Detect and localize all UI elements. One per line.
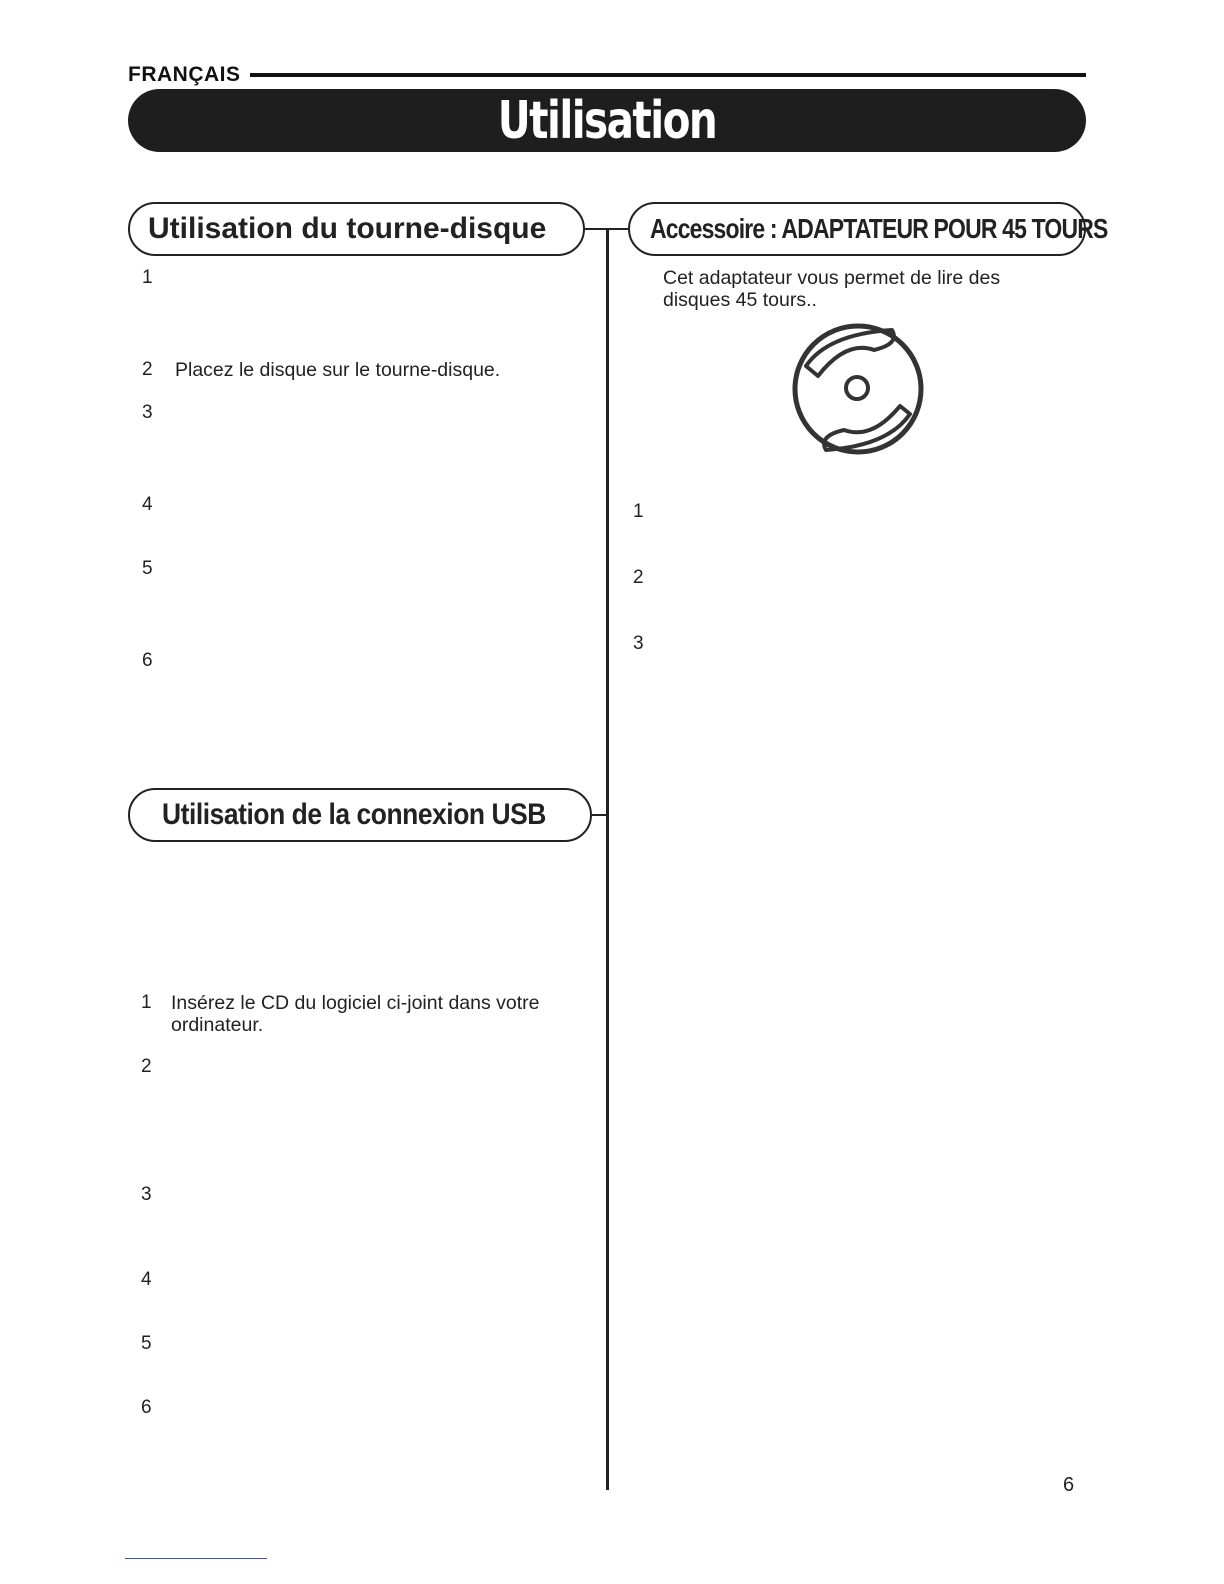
section-heading-text: Utilisation du tourne-disque (148, 212, 547, 245)
step-number: 1 (142, 267, 153, 288)
step-number: 6 (142, 650, 153, 671)
step-number: 5 (141, 1333, 152, 1354)
page-number: 6 (1063, 1474, 1075, 1496)
step-text: Insérez le CD du logiciel ci-joint dans votre (171, 992, 540, 1014)
step-number: 1 (141, 992, 152, 1013)
adapter-illustration (788, 322, 928, 456)
step-number: 5 (142, 558, 153, 579)
language-label: FRANÇAIS (128, 63, 241, 86)
step-text: ordinateur. (171, 1014, 264, 1036)
step-number: 3 (141, 1184, 152, 1205)
step-number: 6 (141, 1397, 152, 1418)
step-text: Placez le disque sur le tourne-disque. (175, 359, 501, 381)
step-number: 1 (633, 501, 644, 522)
step-number: 3 (633, 633, 644, 654)
step-number: 4 (142, 494, 153, 515)
heading-connector (585, 228, 628, 230)
section-heading-accessory (628, 202, 1108, 256)
intro-text-line: disques 45 tours.. (663, 289, 817, 311)
section-heading-text: Utilisation de la connexion USB (162, 798, 546, 831)
page-title: Utilisation (497, 90, 717, 151)
section-heading-text: Accessoire : ADAPTATEUR POUR 45 TOURS (650, 213, 1108, 244)
heading-connector (592, 814, 607, 816)
step-number: 4 (141, 1269, 152, 1290)
link-underline[interactable] (125, 1558, 267, 1559)
title-banner (128, 89, 1086, 152)
step-number: 2 (633, 567, 644, 588)
step-number: 3 (142, 402, 153, 423)
intro-text-line: Cet adaptateur vous permet de lire des (663, 267, 1001, 289)
section-heading-usb (128, 788, 592, 842)
step-number: 2 (142, 359, 153, 380)
column-divider (606, 228, 609, 1490)
step-number: 2 (141, 1056, 152, 1077)
header-rule (250, 73, 1086, 77)
section-heading-turntable (128, 202, 585, 256)
